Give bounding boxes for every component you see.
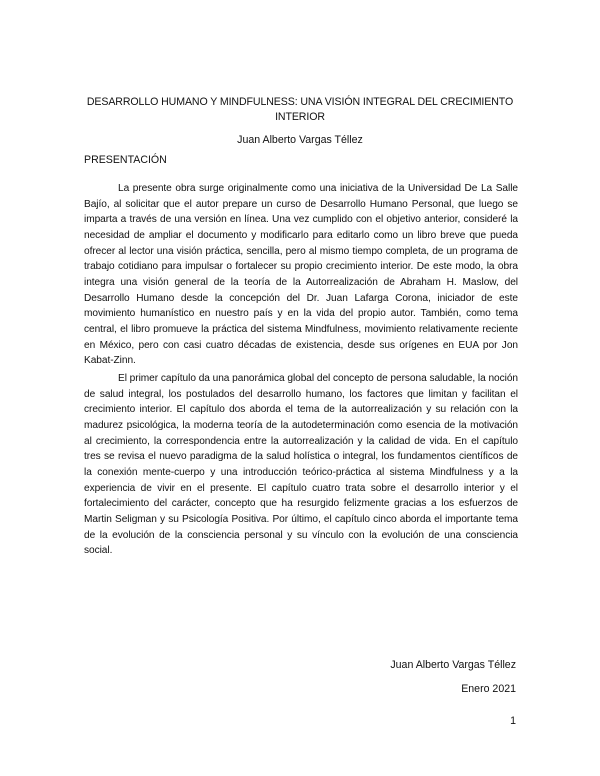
author-name: Juan Alberto Vargas Téllez [237,134,363,146]
signature-date: Enero 2021 [461,683,516,695]
paragraph-2: El primer capítulo da una panorámica global del concepto de persona saludable, la noción de salud integral, los postulados del desarrollo humano, los factores que limitan y facilitan el crecimiento interior. El capítulo dos aborda el tema de la autorrealización y su relación con la madurez psicológica, la moderna teoría de la autodeterminación como esencia de la motivación al crecimiento, la correspondencia entre la autorrealización y la calidad de vida. En el capítulo tres se revisa el nuevo paradigma de la salud holística o integral, los fundamentos científicos de la conexión mente-cuerpo y una introducción teórico-práctica al sistema Mindfulness y a la experiencia de vivir en el presente. El capítulo cuatro trata sobre el desarrollo interior y el fortalecimiento del carácter, concepto que ha resurgido felizmente gracias a los esfuerzos de Martin Seligman y su Psicología Positiva. Por último, el capítulo cinco aborda el importante tema de la evolución de la consciencia personal y su vínculo con la evolución de una consciencia social. [84,373,518,557]
document-title: DESARROLLO HUMANO Y MINDFULNESS: UNA VISIÓN INTEGRAL DEL CRECIMIENTO INTERIOR [86,96,514,123]
section-heading: PRESENTACIÓN [84,154,167,166]
signature-name: Juan Alberto Vargas Téllez [390,659,516,671]
paragraph-1: La presente obra surge originalmente como una iniciativa de la Universidad De La Salle Bajío, al solicitar que el autor prepare un curso de Desarrollo Humano Personal, que luego se imparta a través de una versión en línea. Una vez cumplido con el objetivo anterior, consideré la necesidad de ampliar el documento y modificarlo para editarlo como un libro breve que pueda ofrecer al lector una visión práctica, sencilla, pero al mismo tiempo completa, de un programa de trabajo cotidiano para impulsar o fortalecer su propio crecimiento interior. De este modo, la obra integra una visión general de la teoría de la Autorrealización de Abraham H. Maslow, del Desarrollo Humano desde la concepción del Dr. Juan Lafarga Corona, iniciador de este movimiento humanístico en nuestro país y en la vida del propio autor. También, como tema central, el libro promueve la práctica del sistema Mindfulness, movimiento relativamente reciente en México, pero con casi cuatro décadas de existencia, desde sus orígenes en EUA por Jon Kabat-Zinn. [84,183,518,367]
page-number: 1 [510,715,516,727]
